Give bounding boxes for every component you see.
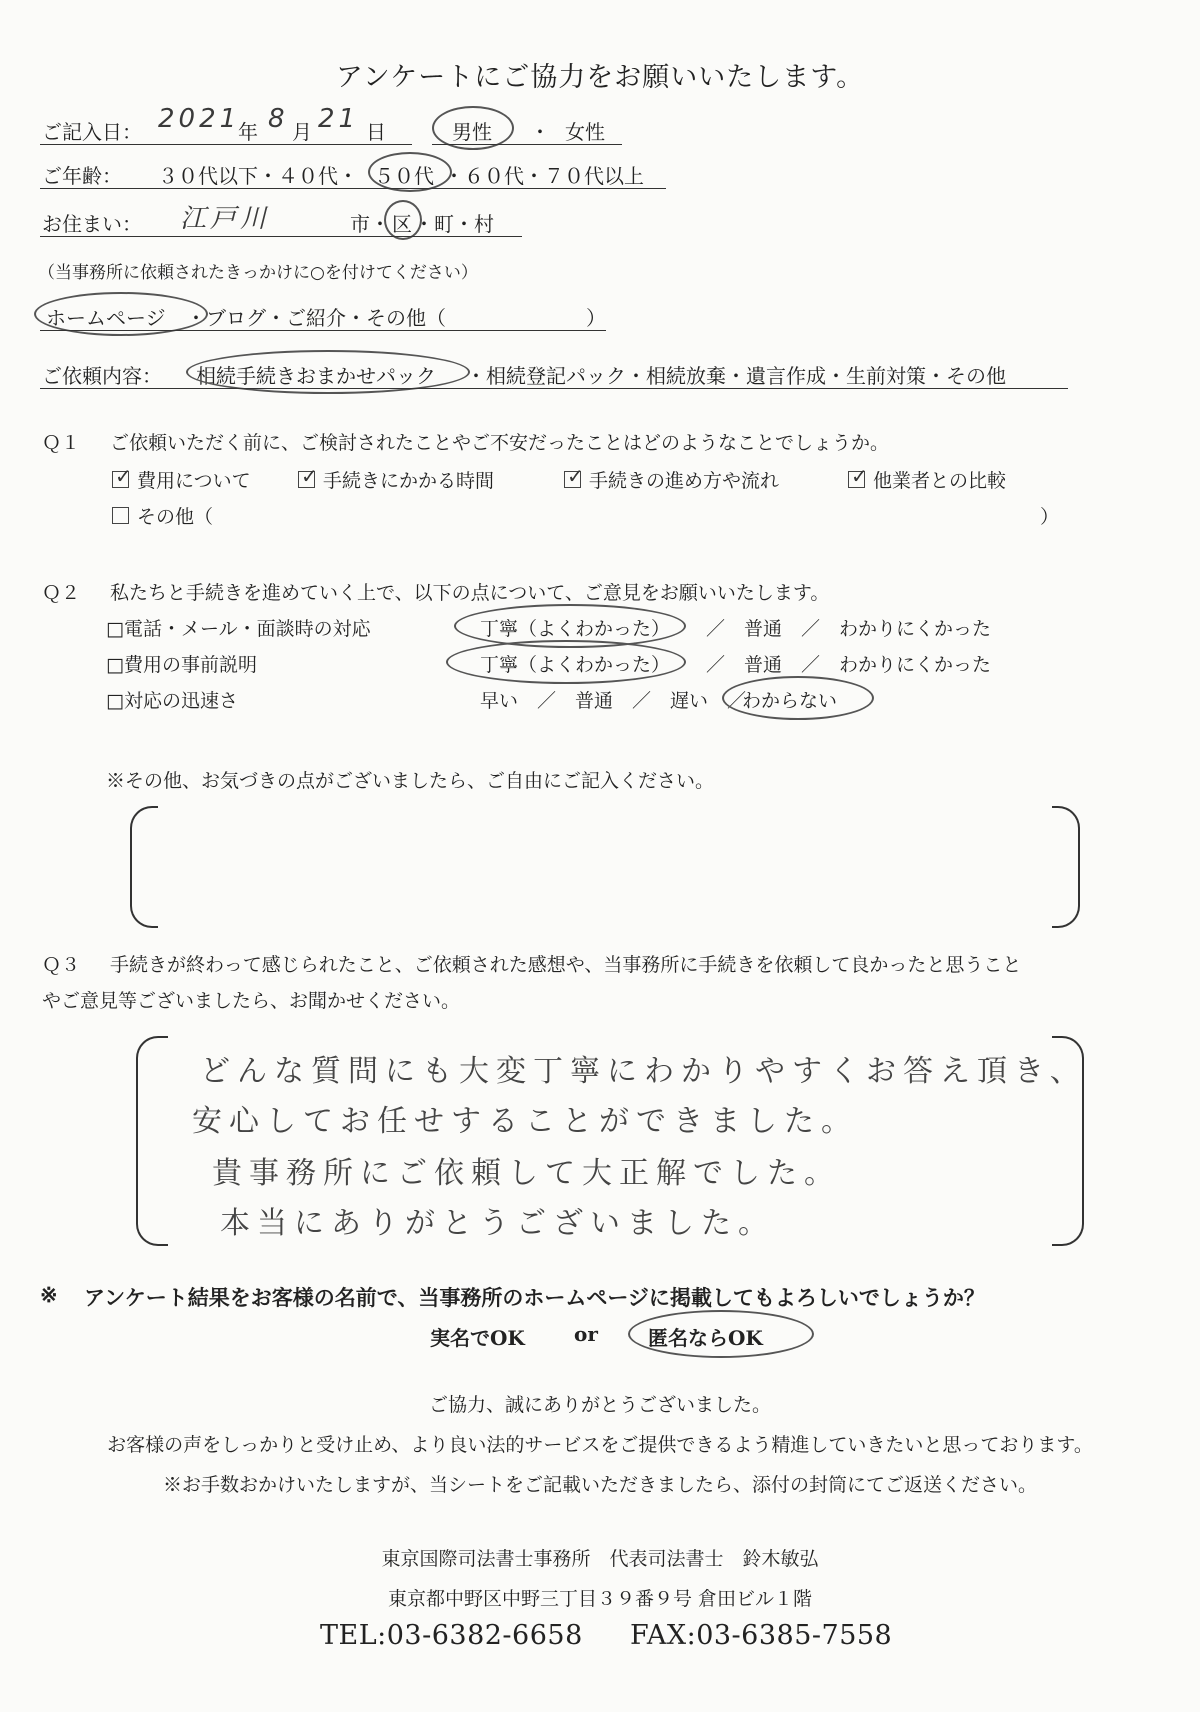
q1-option-time-checkbox[interactable]: ✓: [298, 471, 315, 488]
q1-other-close: ）: [1040, 506, 1060, 528]
q2-row1-selected: 丁寧（よくわかった）: [480, 618, 671, 640]
residence-rest: ・町・村: [414, 212, 494, 236]
gender-female: 女性: [565, 120, 605, 144]
office-address: 東京都中野区中野三丁目３９番９号 倉田ビル１階: [387, 1588, 813, 1610]
q2-comment-bracket-right: [1052, 806, 1080, 928]
age-options-2: ・６０代・７０代以上: [444, 164, 644, 188]
q2-row3-options: 早い ／ 普通 ／ 遅い ／: [480, 690, 747, 712]
q1-option-compare: ✓ 他業者との比較: [848, 466, 1006, 493]
residence-city: 市・: [350, 212, 390, 236]
q2-comment-bracket-left: [130, 806, 158, 928]
q1-question: ご依頼いただく前に、ご検討されたことやご不安だったことはどのようなことでしょうか。: [110, 432, 890, 454]
q3-question-line1: 手続きが終わって感じられたこと、ご依頼された感想や、当事務所に手続きを依頼して良かったと思うこと: [110, 954, 1022, 976]
publish-option-real-name: 実名でOK: [430, 1326, 525, 1350]
residence-ward: 区: [392, 212, 412, 236]
q2-question: 私たちと手続きを進めていく上で、以下の点について、ご意見をお願いいたします。: [110, 582, 830, 604]
trigger-underline: [40, 330, 606, 331]
q1-option-process: ✓ 手続きの進め方や流れ: [564, 466, 779, 493]
age-label: ご年齢：: [42, 164, 122, 188]
q3-answer-bracket-left: [136, 1036, 168, 1246]
day-unit: 日: [366, 120, 386, 144]
office-tel: TEL:03-6382-6658: [320, 1620, 583, 1651]
q1-option-time: ✓ 手続きにかかる時間: [298, 466, 494, 493]
q3-question-line2: やご意見等ございましたら、お聞かせください。: [42, 990, 461, 1012]
office-name: 東京国際司法書士事務所 代表司法書士 鈴木敏弘: [381, 1548, 819, 1570]
q2-row3-circle: [722, 676, 874, 720]
date-month-value: 8: [268, 104, 289, 134]
publish-option-anonymous: 匿名ならOK: [648, 1326, 763, 1350]
q2-row2-rest: ／ 普通 ／ わかりにくかった: [706, 654, 992, 676]
residence-label: お住まい：: [42, 212, 142, 236]
q1-option-cost-checkbox[interactable]: ✓: [112, 471, 129, 488]
q2-row2-selected: 丁寧（よくわかった）: [480, 654, 671, 676]
q2-row3-selected: わからない: [742, 690, 838, 712]
q2-note: ※その他、お気づきの点がございましたら、ご自由にご記入ください。: [106, 770, 715, 792]
q2-row1-label: □電話・メール・面談時の対応: [106, 618, 371, 640]
q2-number: Ｑ２: [42, 582, 81, 604]
year-unit: 年: [238, 120, 258, 144]
age-underline: [40, 188, 666, 189]
q2-row3-label: □対応の迅速さ: [106, 690, 238, 712]
q3-answer-line2: 安心してお任せすることができました。: [192, 1104, 858, 1139]
date-year-value: 2021: [158, 104, 241, 134]
date-day-value: 21: [318, 104, 360, 134]
month-unit: 月: [292, 120, 312, 144]
q3-number: Ｑ３: [42, 954, 81, 976]
q3-answer-line1: どんな質問にも大変丁寧にわかりやすくお答え頂き、: [200, 1054, 1087, 1089]
request-underline: [40, 388, 1068, 389]
residence-underline: [40, 236, 522, 237]
thanks-line3: ※お手数おかけいたしますが、当シートをご記載いただきましたら、添付の封筒にてご返送ください。: [162, 1474, 1037, 1496]
date-underline: [40, 144, 412, 145]
trigger-selected: ホームページ: [46, 306, 166, 330]
gender-male: 男性: [452, 120, 492, 144]
gender-underline: [432, 144, 622, 145]
request-selected: 相続手続きおまかせパック: [196, 364, 436, 388]
publish-or: or: [574, 1322, 598, 1346]
publish-question: アンケート結果をお客様の名前で、当事務所のホームページに掲載してもよろしいでしょうか？: [84, 1285, 985, 1310]
age-options-1: ３０代以下・４０代・: [158, 164, 358, 188]
thanks-line1: ご協力、誠にありがとうございました。: [428, 1394, 771, 1416]
trigger-note: （当事務所に依頼されたきっかけに○を付けてください）: [38, 263, 478, 283]
thanks-line2: お客様の声をしっかりと受け止め、より良い法的サービスをご提供できるよう精進していきたいと思っております。: [107, 1434, 1093, 1456]
age-selected-circle: [368, 152, 452, 192]
publish-anonymous-circle: [628, 1310, 814, 1358]
publish-mark: ※: [40, 1282, 58, 1307]
q3-answer-line3: 貴事務所にご依頼して大正解でした。: [212, 1156, 841, 1191]
q2-row2-circle: [446, 640, 686, 684]
request-rest: ・相続登記パック・相続放棄・遺言作成・生前対策・その他: [466, 364, 1006, 388]
office-fax: FAX:03-6385-7558: [630, 1620, 893, 1651]
q1-option-compare-checkbox[interactable]: ✓: [848, 471, 865, 488]
q2-row1-rest: ／ 普通 ／ わかりにくかった: [706, 618, 992, 640]
age-option-selected: ５０代: [374, 164, 434, 188]
q3-answer-line4: 本当にありがとうございました。: [220, 1206, 775, 1241]
residence-value: 江戸川: [180, 204, 271, 234]
request-label: ご依頼内容：: [42, 364, 162, 388]
q1-option-cost: ✓ 費用について: [112, 466, 251, 493]
gender-sep: ・: [530, 120, 550, 144]
q1-option-other: その他（: [112, 502, 213, 529]
q2-row2-label: □費用の事前説明: [106, 654, 257, 676]
q1-option-other-checkbox[interactable]: [112, 507, 129, 524]
q1-option-process-checkbox[interactable]: ✓: [564, 471, 581, 488]
date-label: ご記入日：: [42, 120, 142, 144]
q1-number: Ｑ１: [42, 432, 81, 454]
trigger-rest: ・ブログ・ご紹介・その他（ ）: [186, 306, 606, 330]
page-title: アンケートにご協力をお願いいたします。: [335, 62, 865, 93]
